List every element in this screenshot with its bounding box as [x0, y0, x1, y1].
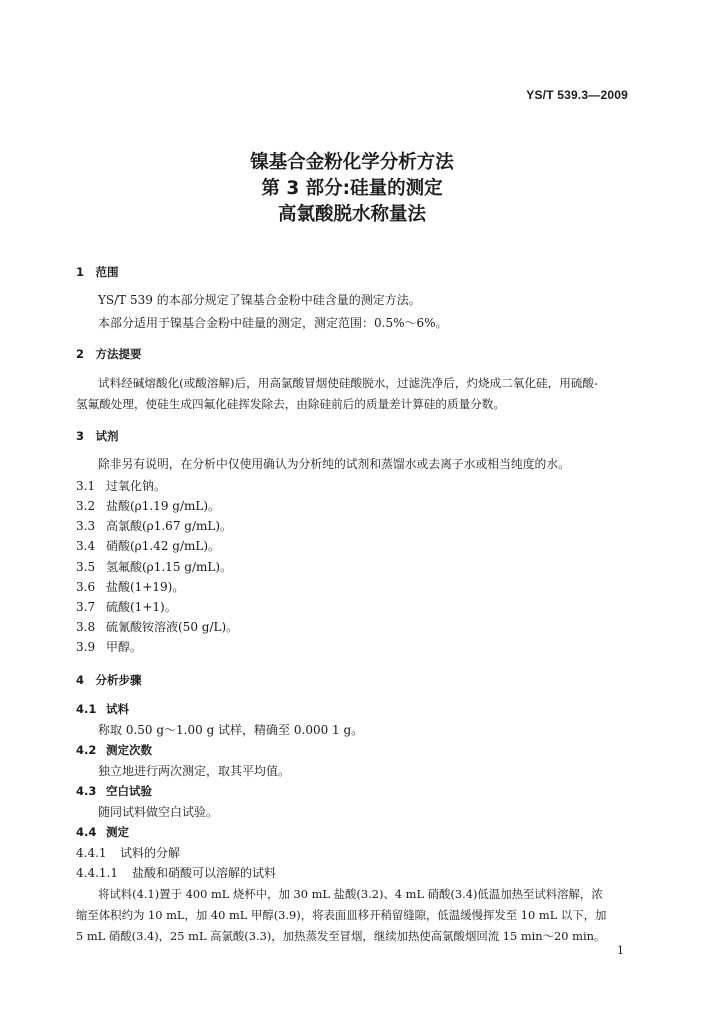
reagent-item: 硝酸(ρ1.42 g/mL)。: [106, 539, 221, 553]
reagent-number: 3.9: [76, 640, 96, 654]
subsection-text: 称取 0.50 g～1.00 g 试样，精确至 0.000 1 g。: [98, 723, 364, 737]
section-3-intro: 除非另有说明，在分析中仅使用确认为分析纯的试剂和蒸馏水或去离子水或相当纯度的水。: [98, 457, 570, 471]
standard-code: YS/T 539.3—2009: [526, 88, 628, 102]
reagent-item: 硫氰酸铵溶液(50 g/L)。: [106, 620, 239, 634]
subsection-title: 试料: [106, 702, 129, 716]
reagent-number: 3.2: [76, 499, 96, 513]
procedure-line-1: 将试料(4.1)置于 400 mL 烧杯中，加 30 mL 盐酸(3.2)、4 mL 硝酸(3.4)低温加热至试料溶解，浓: [98, 887, 603, 901]
section-1-paragraph-2: 本部分适用于镍基合金粉中硅量的测定，测定范围：0.5%～6%。: [98, 316, 448, 330]
reagent-number: 3.5: [76, 560, 96, 574]
subsection-title: 盐酸和硝酸可以溶解的试料: [132, 866, 277, 880]
reagent-item: 过氧化钠。: [106, 479, 167, 493]
reagent-item: 氢氟酸(ρ1.15 g/mL)。: [106, 560, 233, 574]
subsection-text: 独立地进行两次测定，取其平均值。: [98, 764, 291, 778]
section-2-heading: 2 方法提要: [76, 347, 142, 361]
subsection-number: 4.4.1.1: [76, 866, 118, 880]
section-2-paragraph-line-1: 试料经碱熔酸化(或酸溶解)后，用高氯酸冒烟使硅酸脱水，过滤洗净后，灼烧成二氧化硅，用硫酸-: [98, 376, 598, 390]
subsection-title: 测定次数: [106, 743, 152, 757]
subsection-number: 4.4: [76, 825, 97, 839]
reagent-item: 盐酸(ρ1.19 g/mL)。: [106, 499, 221, 513]
reagent-number: 3.6: [76, 580, 96, 594]
reagent-item: 盐酸(1+19)。: [106, 580, 185, 594]
title-line-1: 镍基合金粉化学分析方法: [250, 152, 454, 173]
subsection-title: 空白试验: [106, 784, 152, 798]
reagent-number: 3.8: [76, 620, 96, 634]
reagent-item: 高氯酸(ρ1.67 g/mL)。: [106, 519, 233, 533]
subsection-number: 4.1: [76, 702, 97, 716]
section-1-paragraph-1: YS/T 539 的本部分规定了镍基合金粉中硅含量的测定方法。: [98, 293, 421, 307]
reagent-number: 3.1: [76, 479, 96, 493]
title-line-2: 第 3 部分:硅量的测定: [261, 178, 443, 199]
subsection-number: 4.4.1: [76, 846, 107, 860]
reagent-item: 甲醇。: [106, 640, 143, 654]
section-2-paragraph-line-2: 氢氟酸处理，使硅生成四氟化硅挥发除去，由除硅前后的质量差计算硅的质量分数。: [76, 397, 505, 411]
reagent-number: 3.4: [76, 539, 96, 553]
document-title: [0, 150, 704, 228]
title-line-3: 高氯酸脱水称量法: [277, 204, 426, 225]
section-1-heading: 1 范围: [76, 265, 119, 279]
subsection-title: 试料的分解: [120, 846, 181, 860]
subsection-text: 随同试料做空白试验。: [98, 805, 219, 819]
subsection-title: 测定: [106, 825, 129, 839]
section-4-heading: 4 分析步骤: [76, 673, 142, 687]
procedure-line-3: 5 mL 硝酸(3.4)，25 mL 高氯酸(3.3)，加热蒸发至冒烟，继续加热使高氯酸烟回流 15 min～20 min。: [76, 929, 606, 943]
reagent-number: 3.7: [76, 600, 96, 614]
procedure-line-2: 缩至体积约为 10 mL，加 40 mL 甲醇(3.9)，将表面皿移开稍留缝隙，低温缓慢挥发至 10 mL 以下，加: [76, 908, 607, 922]
reagent-number: 3.3: [76, 519, 96, 533]
page-number: 1: [617, 944, 624, 957]
reagent-item: 硫酸(1+1)。: [106, 600, 177, 614]
subsection-number: 4.3: [76, 784, 97, 798]
subsection-number: 4.2: [76, 743, 97, 757]
section-3-heading: 3 试剂: [76, 429, 119, 443]
